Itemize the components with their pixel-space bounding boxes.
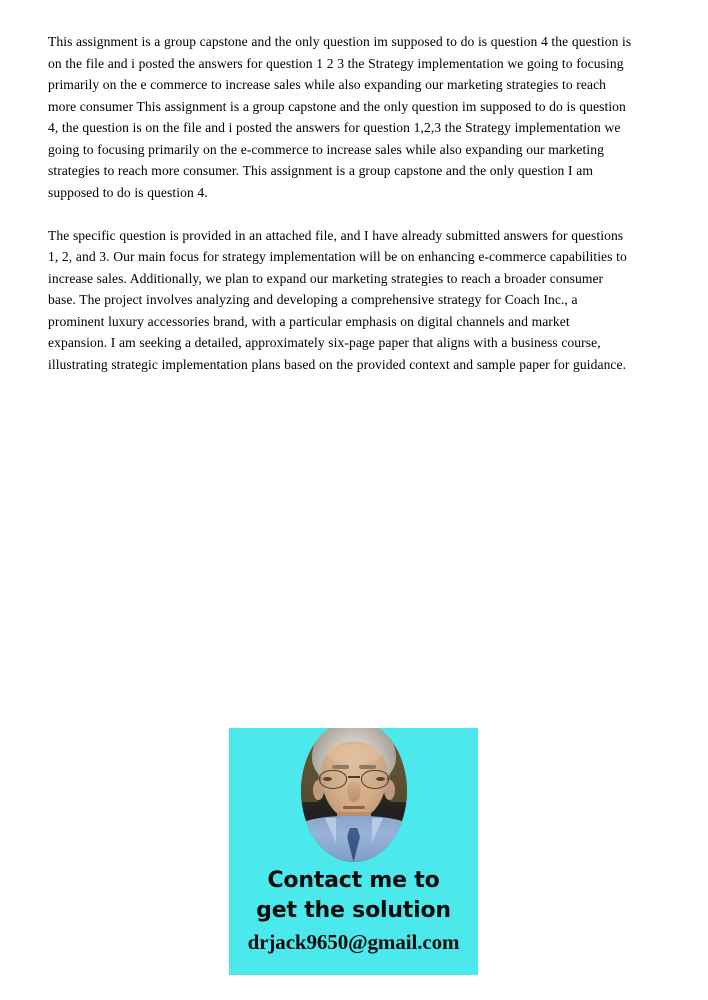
portrait-eyebrow-right bbox=[359, 765, 376, 769]
shirt-collar-left bbox=[325, 818, 336, 843]
portrait-forehead bbox=[327, 744, 381, 764]
glasses-lens-right bbox=[361, 770, 389, 789]
glasses-lens-left bbox=[319, 770, 347, 789]
promo-headline-line-1: Contact me to bbox=[267, 868, 440, 893]
paragraph-2: The specific question is provided in an attached file, and I have already submitted answers for questions 1, 2, and 3. Our main focus for strategy implementation will be on enhancing e-commerce capabilities to increase sales. Additionally, we plan to expand our marketing strategies to reach a broader consumer base. The project involves analyzing and developing a comprehensive strategy for Coach Inc., a prominent luxury accessories brand, with a particular emphasis on digital channels and market expansion. I am seeking a detailed, approximately six-page paper that aligns with a business course, illustrating strategic implementation plans based on the provided context and sample paper for guidance. bbox=[48, 227, 627, 372]
portrait-shirt bbox=[301, 816, 407, 862]
promo-email-address[interactable]: drjack9650@gmail.com bbox=[247, 930, 460, 954]
portrait-photo-background bbox=[301, 728, 407, 862]
contact-promo-banner bbox=[229, 728, 478, 975]
paragraph-1: This assignment is a group capstone and the only question im supposed to do is question 4 the question is on the file and i posted the answers for question 1 2 3 the Strategy implementation we going to focusing primarily on the e commerce to increase sales while also expanding our marketing strategies to reach more consumer This assignment is a group capstone and the only question im supposed to do is question 4, the question is on the file and i posted the answers for question 1,2,3 the Strategy implementation we going to focusing primarily on the e-commerce to increase sales while also expanding our marketing strategies to reach more consumer. This assignment is a group capstone and the only question I am supposed to do is question 4. bbox=[48, 34, 632, 200]
promo-headline-line-2: get the solution bbox=[256, 898, 451, 923]
shirt-collar-right bbox=[372, 818, 383, 843]
portrait-photo bbox=[301, 728, 407, 862]
document-text-body bbox=[48, 31, 632, 375]
portrait-nose bbox=[347, 782, 360, 802]
portrait-eyebrow-left bbox=[332, 765, 349, 769]
portrait-mouth bbox=[343, 806, 365, 809]
portrait-necktie bbox=[347, 828, 360, 862]
glasses-bridge bbox=[348, 776, 360, 778]
